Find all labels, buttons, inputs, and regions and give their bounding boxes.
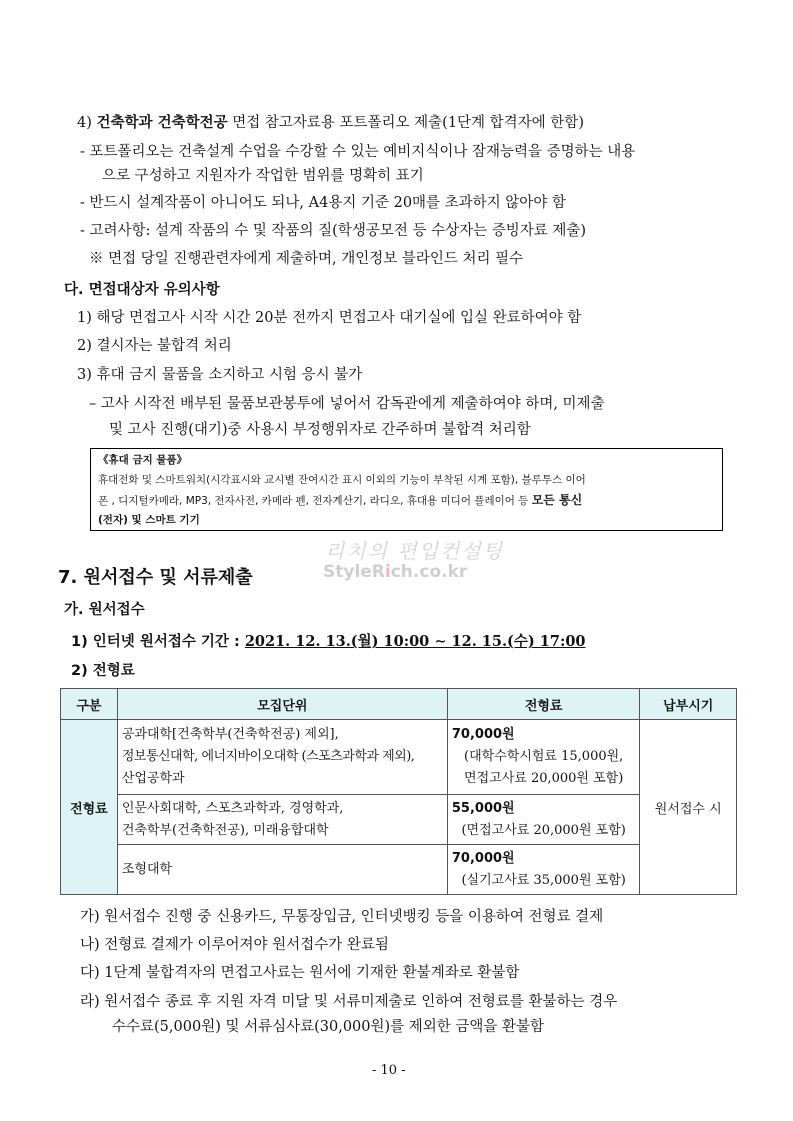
note-na: 나) 전형료 결제가 이루어져야 원서접수가 완료됨 — [80, 937, 389, 953]
portfolio-heading — [77, 111, 584, 132]
unit-line: 건축학부(건축학전공), 미래융합대학 — [121, 822, 329, 838]
header-category: 구분 — [61, 689, 118, 720]
fee-cell — [447, 845, 640, 895]
fee-detail: (면접고사료 20,000원 포함) — [461, 822, 626, 838]
box-line-3: (전자) 및 스마트 기기 — [98, 514, 200, 526]
fee-amount: 55,000원 — [451, 800, 515, 816]
watermark-url-part2: i — [384, 562, 391, 582]
section-ga-title: 가. 원서접수 — [64, 602, 145, 618]
fee-cell — [447, 720, 640, 795]
da-item-2: 2) 결시자는 불합격 처리 — [77, 338, 232, 354]
fee-amount: 70,000원 — [451, 727, 515, 742]
header-unit: 모집단위 — [117, 689, 447, 720]
box-line-2-bold: 모든 통신 — [531, 493, 583, 507]
box-line-1: 휴대전화 및 스마트워치(시각표시와 교시별 잔여시간 표시 이외의 기능이 부착된 시계 포함), 블루투스 이어 — [98, 474, 586, 486]
item-number: 4) — [77, 115, 92, 131]
period-label: 1) 인터넷 원서접수 기간 : — [71, 634, 245, 650]
category-cell: 전형료 — [61, 720, 118, 895]
box-title: 《휴대 금지 물품》 — [98, 454, 188, 466]
portfolio-item-1: - 포트폴리오는 건축설계 수업을 수강할 수 있는 예비지식이나 잠재능력을 증명하는 내용 — [80, 144, 636, 160]
unit-line: 인문사회대학, 스포츠과학과, 경영학과, — [121, 800, 344, 816]
header-fee: 전형료 — [447, 689, 640, 720]
unit-line: 공과대학[건축학부(건축학전공) 제외], — [121, 727, 339, 742]
application-period — [71, 630, 586, 651]
unit-cell — [117, 720, 447, 795]
fee-detail: (대학수학시험료 15,000원, — [464, 749, 624, 764]
portfolio-note: ※ 면접 당일 진행관련자에게 제출하며, 개인정보 블라인드 처리 필수 — [89, 251, 524, 267]
fee-label: 2) 전형료 — [71, 663, 135, 679]
unit-line: 산업공학과 — [121, 771, 185, 786]
watermark-url — [323, 562, 467, 582]
unit-cell — [117, 845, 447, 895]
portfolio-item-3: - 고려사항: 설계 작품의 수 및 작품의 질(학생공모전 등 수상자는 증빙자료 제출) — [80, 223, 587, 239]
section-7-title: 7. 원서접수 및 서류제출 — [58, 567, 253, 588]
fee-cell — [447, 795, 640, 845]
fee-detail: 면접고사료 20,000원 포함) — [464, 771, 624, 786]
note-ra-cont: 수수료(5,000원) 및 서류심사료(30,000원)를 제외한 금액을 환불함 — [112, 1019, 545, 1035]
unit-line: 조형대학 — [121, 861, 173, 877]
da-item-3-dash: – 고사 시작전 배부된 물품보관봉투에 넣어서 감독관에게 제출하여야 하며, 미제출 — [89, 396, 605, 412]
table-row — [61, 845, 737, 895]
da-item-1: 1) 해당 면접고사 시작 시간 20분 전까지 면접고사 대기실에 입실 완료하여야 함 — [77, 310, 582, 326]
watermark-url-part1: StyleR — [323, 562, 385, 582]
period-value: 2021. 12. 13.(월) 10:00 ∼ 12. 15.(수) 17:00 — [244, 633, 586, 650]
prohibited-items-box — [90, 448, 723, 531]
unit-cell — [117, 795, 447, 845]
table-row — [61, 795, 737, 845]
header-timing: 납부시기 — [640, 689, 737, 720]
fee-table — [60, 688, 737, 895]
note-ra: 라) 원서접수 종료 후 지원 자격 미달 및 서류미제출로 인하여 전형료를 환불하는 경우 — [80, 994, 618, 1010]
table-header-row — [61, 689, 737, 720]
da-item-3: 3) 휴대 금지 물품을 소지하고 시험 응시 불가 — [77, 367, 363, 383]
dept-name: 건축학과 건축학전공 — [96, 115, 228, 131]
fee-amount: 70,000원 — [451, 850, 515, 866]
page-number: - 10 - — [372, 1063, 406, 1078]
unit-line: 정보통신대학, 에너지바이오대학 (스포츠과학과 제외), — [121, 749, 415, 764]
portfolio-item-2: - 반드시 설계작품이 아니어도 되나, A4용지 기준 20매를 초과하지 않아야 함 — [80, 195, 566, 211]
portfolio-item-1-cont: 으로 구성하고 지원자가 작업한 범위를 명확히 표기 — [102, 168, 424, 184]
timing-cell: 원서접수 시 — [640, 720, 737, 895]
watermark-korean: 리치의 편입컨설팅 — [325, 539, 504, 563]
note-ga: 가) 원서접수 진행 중 신용카드, 무통장입금, 인터넷뱅킹 등을 이용하여 전형료 결제 — [80, 909, 604, 925]
section-da-title: 다. 면접대상자 유의사항 — [64, 282, 220, 298]
watermark-url-part3: ch.co.kr — [390, 562, 468, 582]
note-da: 다) 1단계 불합격자의 면접고사료는 원서에 기재한 환불계좌로 환불함 — [80, 965, 520, 981]
da-item-3-cont: 및 고사 진행(대기)중 사용시 부정행위자로 간주하며 불합격 처리함 — [109, 422, 531, 438]
box-line-2-text: 폰 , 디지털카메라, MP3, 전자사전, 카메라 펜, 전자계산기, 라디오, 휴대용 미디어 플레이어 등 — [98, 495, 532, 507]
fee-detail: (실기고사료 35,000원 포함) — [461, 872, 626, 888]
box-line-2 — [98, 490, 582, 511]
table-row — [61, 720, 737, 795]
portfolio-heading-text: 면접 참고자료용 포트폴리오 제출(1단계 합격자에 한함) — [227, 115, 584, 131]
